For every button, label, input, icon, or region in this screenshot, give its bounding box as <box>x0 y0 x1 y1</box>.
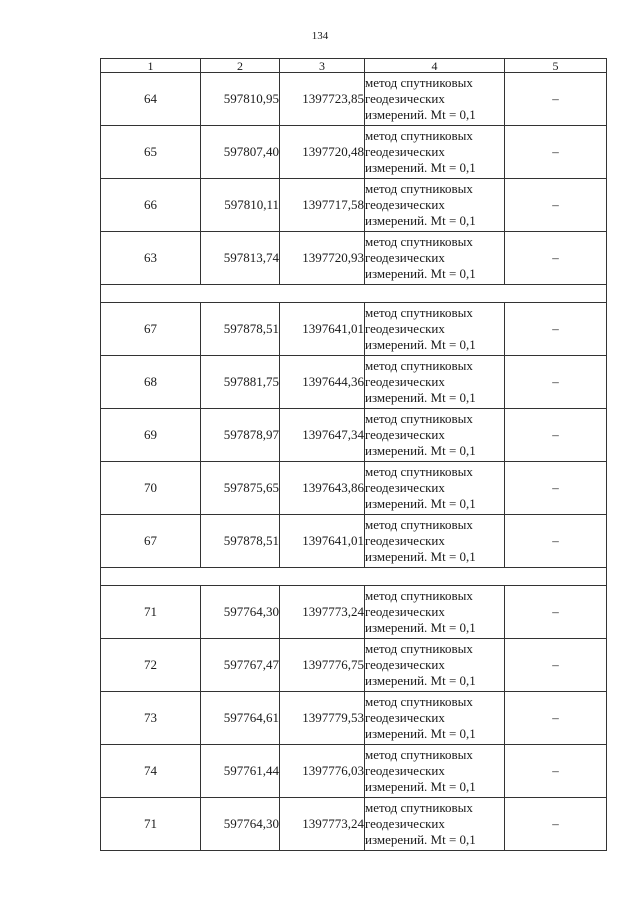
dash-cell: – <box>505 515 607 568</box>
coord-x: 597810,95 <box>201 73 280 126</box>
method-cell <box>365 745 505 798</box>
method-line: метод спутниковых <box>365 181 473 196</box>
table-row <box>101 232 607 285</box>
method-line: геодезических <box>365 374 445 389</box>
dash-cell: – <box>505 692 607 745</box>
dash-cell: – <box>505 745 607 798</box>
method-line: измерений. Mt = 0,1 <box>365 443 476 458</box>
method-cell <box>365 409 505 462</box>
table-row <box>101 692 607 745</box>
point-number: 74 <box>101 745 201 798</box>
point-number: 73 <box>101 692 201 745</box>
coord-x: 597807,40 <box>201 126 280 179</box>
point-number: 69 <box>101 409 201 462</box>
separator-cell <box>101 285 607 303</box>
point-number: 67 <box>101 515 201 568</box>
table-row <box>101 356 607 409</box>
coord-y: 1397720,48 <box>280 126 365 179</box>
coord-y: 1397773,24 <box>280 586 365 639</box>
dash-cell: – <box>505 639 607 692</box>
table-body <box>101 59 607 851</box>
method-cell <box>365 356 505 409</box>
method-line: измерений. Mt = 0,1 <box>365 620 476 635</box>
separator-row <box>101 568 607 586</box>
header-col-2: 2 <box>201 59 280 73</box>
coord-y: 1397644,36 <box>280 356 365 409</box>
method-line: геодезических <box>365 763 445 778</box>
dash-cell: – <box>505 179 607 232</box>
header-col-3: 3 <box>280 59 365 73</box>
header-col-5: 5 <box>505 59 607 73</box>
table-row <box>101 73 607 126</box>
coord-y: 1397717,58 <box>280 179 365 232</box>
dash-cell: – <box>505 303 607 356</box>
method-line: метод спутниковых <box>365 641 473 656</box>
dash-cell: – <box>505 409 607 462</box>
method-cell <box>365 515 505 568</box>
table-row <box>101 179 607 232</box>
coord-x: 597813,74 <box>201 232 280 285</box>
method-line: измерений. Mt = 0,1 <box>365 673 476 688</box>
table-row <box>101 798 607 851</box>
method-line: геодезических <box>365 480 445 495</box>
method-line: измерений. Mt = 0,1 <box>365 549 476 564</box>
method-line: метод спутниковых <box>365 128 473 143</box>
coord-x: 597764,61 <box>201 692 280 745</box>
coord-y: 1397720,93 <box>280 232 365 285</box>
coord-x: 597764,30 <box>201 586 280 639</box>
coord-y: 1397641,01 <box>280 515 365 568</box>
method-line: геодезических <box>365 321 445 336</box>
method-line: геодезических <box>365 533 445 548</box>
coord-x: 597878,97 <box>201 409 280 462</box>
method-line: геодезических <box>365 144 445 159</box>
method-line: метод спутниковых <box>365 75 473 90</box>
coord-x: 597875,65 <box>201 462 280 515</box>
coord-x: 597764,30 <box>201 798 280 851</box>
coord-y: 1397723,85 <box>280 73 365 126</box>
header-col-1: 1 <box>101 59 201 73</box>
coord-x: 597761,44 <box>201 745 280 798</box>
method-cell <box>365 179 505 232</box>
method-line: измерений. Mt = 0,1 <box>365 160 476 175</box>
coord-x: 597767,47 <box>201 639 280 692</box>
method-cell <box>365 303 505 356</box>
method-line: метод спутниковых <box>365 694 473 709</box>
dash-cell: – <box>505 462 607 515</box>
coord-x: 597810,11 <box>201 179 280 232</box>
header-row <box>101 59 607 73</box>
point-number: 64 <box>101 73 201 126</box>
coord-y: 1397779,53 <box>280 692 365 745</box>
dash-cell: – <box>505 356 607 409</box>
method-line: измерений. Mt = 0,1 <box>365 213 476 228</box>
method-line: метод спутниковых <box>365 800 473 815</box>
page-number: 134 <box>311 30 329 42</box>
method-line: метод спутниковых <box>365 234 473 249</box>
coord-y: 1397776,75 <box>280 639 365 692</box>
table-row <box>101 586 607 639</box>
method-cell <box>365 798 505 851</box>
method-line: геодезических <box>365 710 445 725</box>
dash-cell: – <box>505 586 607 639</box>
method-cell <box>365 639 505 692</box>
method-line: геодезических <box>365 197 445 212</box>
point-number: 65 <box>101 126 201 179</box>
point-number: 63 <box>101 232 201 285</box>
method-cell <box>365 232 505 285</box>
dash-cell: – <box>505 232 607 285</box>
method-line: измерений. Mt = 0,1 <box>365 832 476 847</box>
method-line: геодезических <box>365 657 445 672</box>
method-line: геодезических <box>365 91 445 106</box>
dash-cell: – <box>505 126 607 179</box>
method-line: метод спутниковых <box>365 747 473 762</box>
table-row <box>101 515 607 568</box>
coordinates-table <box>100 58 607 851</box>
method-line: измерений. Mt = 0,1 <box>365 496 476 511</box>
method-line: измерений. Mt = 0,1 <box>365 390 476 405</box>
point-number: 66 <box>101 179 201 232</box>
method-cell <box>365 462 505 515</box>
table-row <box>101 303 607 356</box>
dash-cell: – <box>505 798 607 851</box>
table-row <box>101 745 607 798</box>
method-line: измерений. Mt = 0,1 <box>365 266 476 281</box>
separator-cell <box>101 568 607 586</box>
point-number: 68 <box>101 356 201 409</box>
header-col-4: 4 <box>365 59 505 73</box>
point-number: 67 <box>101 303 201 356</box>
method-line: геодезических <box>365 604 445 619</box>
table-row <box>101 409 607 462</box>
table-row <box>101 639 607 692</box>
point-number: 71 <box>101 798 201 851</box>
method-line: метод спутниковых <box>365 358 473 373</box>
method-line: измерений. Mt = 0,1 <box>365 726 476 741</box>
coord-x: 597878,51 <box>201 303 280 356</box>
dash-cell: – <box>505 73 607 126</box>
coord-y: 1397647,34 <box>280 409 365 462</box>
method-line: метод спутниковых <box>365 588 473 603</box>
method-line: метод спутниковых <box>365 464 473 479</box>
coord-y: 1397643,86 <box>280 462 365 515</box>
method-line: геодезических <box>365 816 445 831</box>
method-line: геодезических <box>365 427 445 442</box>
point-number: 70 <box>101 462 201 515</box>
method-line: метод спутниковых <box>365 305 473 320</box>
method-cell <box>365 73 505 126</box>
method-line: измерений. Mt = 0,1 <box>365 337 476 352</box>
method-line: метод спутниковых <box>365 517 473 532</box>
method-cell <box>365 586 505 639</box>
coord-y: 1397641,01 <box>280 303 365 356</box>
coord-x: 597881,75 <box>201 356 280 409</box>
coord-x: 597878,51 <box>201 515 280 568</box>
coord-y: 1397773,24 <box>280 798 365 851</box>
table-row <box>101 462 607 515</box>
method-line: метод спутниковых <box>365 411 473 426</box>
method-line: измерений. Mt = 0,1 <box>365 779 476 794</box>
table-row <box>101 126 607 179</box>
method-line: геодезических <box>365 250 445 265</box>
point-number: 71 <box>101 586 201 639</box>
coord-y: 1397776,03 <box>280 745 365 798</box>
point-number: 72 <box>101 639 201 692</box>
method-line: измерений. Mt = 0,1 <box>365 107 476 122</box>
separator-row <box>101 285 607 303</box>
method-cell <box>365 692 505 745</box>
method-cell <box>365 126 505 179</box>
